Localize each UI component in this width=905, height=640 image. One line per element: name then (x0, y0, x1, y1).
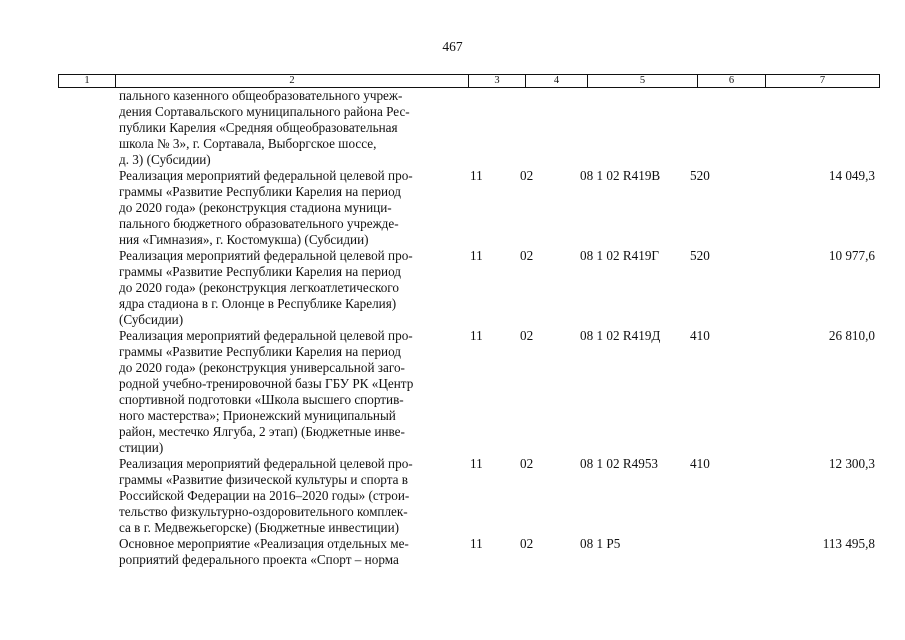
expense-type-code: 410 (690, 328, 710, 343)
target-article-code: 08 1 02 R419В (580, 168, 661, 183)
description-line: ядра стадиона в г. Олонце в Республике Карелия) (119, 296, 397, 311)
subsection-code: 02 (520, 328, 534, 343)
description-line: Реализация мероприятий федеральной целевой про- (119, 456, 413, 471)
expense-type-code: 520 (690, 248, 710, 263)
column-header-1: 1 (59, 75, 116, 88)
description-line: до 2020 года» (реконструкция легкоатлетического (119, 280, 399, 295)
amount: 10 977,6 (828, 248, 875, 263)
description-line: (Субсидии) (119, 312, 184, 327)
amount: 12 300,3 (828, 456, 875, 471)
description-line: Реализация мероприятий федеральной целевой про- (119, 248, 413, 263)
description-line: Российской Федерации на 2016–2020 годы» (строи- (119, 488, 410, 503)
description-line: родной учебно-тренировочной базы ГБУ РК «Центр (119, 376, 414, 391)
column-header-5: 5 (588, 75, 698, 88)
page-number: 467 (442, 39, 463, 54)
description-line: до 2020 года» (реконструкция стадиона муници- (119, 200, 392, 215)
description-line: спортивной подготовки «Школа высшего спортив- (119, 392, 404, 407)
description-line: район, местечко Ялгуба, 2 этап) (Бюджетные инве- (119, 424, 405, 439)
table-row (0, 88, 905, 168)
table-row (0, 328, 905, 456)
target-article-code: 08 1 02 R419Г (580, 248, 660, 263)
table-row (0, 456, 905, 536)
description-line: школа № 3», г. Сортавала, Выборгское шоссе, (119, 136, 377, 151)
table-row (0, 168, 905, 248)
column-header-2: 2 (116, 75, 469, 88)
description-line: Основное мероприятие «Реализация отдельных ме- (119, 536, 409, 551)
table-body (0, 88, 905, 568)
description-line: Реализация мероприятий федеральной целевой про- (119, 328, 413, 343)
column-header-3: 3 (469, 75, 526, 88)
row-description (119, 248, 459, 328)
description-line: граммы «Развитие Республики Карелия на период (119, 184, 402, 199)
section-code: 11 (470, 536, 483, 551)
description-line: пального бюджетного образовательного учрежде- (119, 216, 399, 231)
row-description (119, 168, 459, 248)
description-line: стиции) (119, 440, 164, 455)
section-code: 11 (470, 248, 483, 263)
target-article-code: 08 1 02 R419Д (580, 328, 661, 343)
section-code: 11 (470, 168, 483, 183)
row-description (119, 328, 459, 456)
subsection-code: 02 (520, 168, 534, 183)
table-row (0, 536, 905, 568)
target-article-code: 08 1 P5 (580, 536, 621, 551)
column-header-6: 6 (698, 75, 766, 88)
expense-type-code: 410 (690, 456, 710, 471)
description-line: публики Карелия «Средняя общеобразовательная (119, 120, 398, 135)
column-header-7: 7 (766, 75, 880, 88)
column-header-table (58, 74, 880, 88)
description-line: ния «Гимназия», г. Костомукша) (Субсидии) (119, 232, 369, 247)
table-row (0, 248, 905, 328)
amount: 113 495,8 (822, 536, 875, 551)
column-header-row (59, 75, 880, 88)
description-line: граммы «Развитие Республики Карелия на период (119, 344, 402, 359)
amount: 14 049,3 (828, 168, 875, 183)
description-line: са в г. Медвежьегорске) (Бюджетные инвестиции) (119, 520, 400, 535)
description-line: дения Сортавальского муниципального района Рес- (119, 104, 410, 119)
description-line: д. 3) (Субсидии) (119, 152, 211, 167)
section-code: 11 (470, 456, 483, 471)
description-line: Реализация мероприятий федеральной целевой про- (119, 168, 413, 183)
description-line: роприятий федерального проекта «Спорт – норма (119, 552, 399, 567)
section-code: 11 (470, 328, 483, 343)
amount: 26 810,0 (828, 328, 875, 343)
subsection-code: 02 (520, 536, 534, 551)
row-description (119, 456, 459, 536)
description-line: граммы «Развитие Республики Карелия на период (119, 264, 402, 279)
row-description (119, 536, 459, 568)
subsection-code: 02 (520, 456, 534, 471)
description-line: ного мастерства»; Прионежский муниципальный (119, 408, 396, 423)
row-description (119, 88, 459, 168)
description-line: граммы «Развитие физической культуры и спорта в (119, 472, 409, 487)
expense-type-code: 520 (690, 168, 710, 183)
description-line: пального казенного общеобразовательного учреж- (119, 88, 403, 103)
description-line: до 2020 года» (реконструкция универсальной заго- (119, 360, 405, 375)
target-article-code: 08 1 02 R4953 (580, 456, 659, 471)
subsection-code: 02 (520, 248, 534, 263)
description-line: тельство физкультурно-оздоровительного комплек- (119, 504, 408, 519)
column-header-4: 4 (526, 75, 588, 88)
